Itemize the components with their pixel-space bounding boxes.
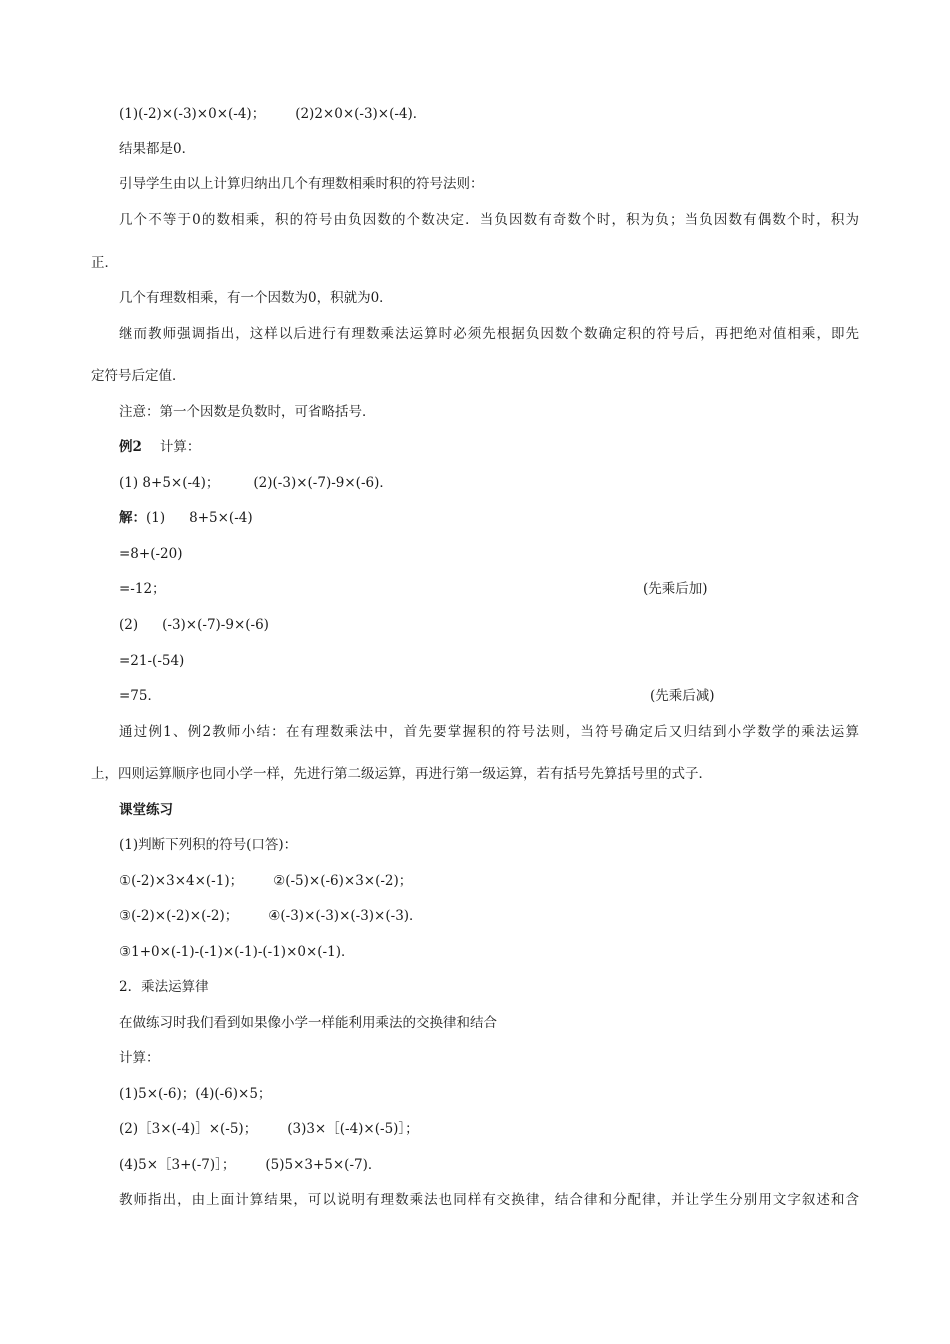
section-2-text: 在做练习时我们看到如果像小学一样能利用乘法的交换律和结合 (119, 1015, 497, 1031)
rule-paragraph-line2: 正． (91, 255, 118, 271)
calc-label: 计算： (119, 1050, 160, 1066)
solution-1-note: (先乘后加) (643, 581, 708, 597)
practice-items-b (119, 906, 423, 926)
section-2-title: 2．乘法运算律 (119, 979, 209, 995)
solution-2-step1: =21-(-54) (119, 653, 185, 669)
solution-1-step2: =-12； (119, 581, 166, 597)
practice-items-a (119, 871, 412, 891)
practice-item-3: ③(-2)×(-2)×(-2)； (119, 908, 239, 924)
guide-line: 引导学生由以上计算归纳出几个有理数相乘时积的符号法则： (119, 176, 484, 192)
solution-1-step1: =8+(-20) (119, 546, 183, 562)
calc-item-3: (3)3×［(-4)×(-5)］； (287, 1121, 419, 1137)
conclusion-paragraph-line1: 教师指出，由上面计算结果，可以说明有理数乘法也同样有交换律，结合律和分配律，并让学生分别用文字叙述和含 (119, 1192, 859, 1208)
zero-rule-line: 几个有理数相乘，有一个因数为0，积就为0． (119, 290, 393, 306)
practice-item-2: ②(-5)×(-6)×3×(-2)； (273, 873, 413, 889)
solution-label: 解： (119, 510, 146, 526)
practice-item-1: ①(-2)×3×4×(-1)； (119, 873, 244, 889)
summary-paragraph-line1: 通过例1、例2教师小结：在有理数乘法中，首先要掌握积的符号法则，当符号确定后又归结到小学数学的乘法运算 (119, 724, 859, 740)
practice-1: (1)判断下列积的符号(口答)： (119, 837, 298, 853)
emphasis-paragraph-line2: 定符号后定值． (91, 368, 186, 384)
example-2-label: 例2 (119, 439, 142, 455)
practice-title: 课堂练习 (119, 802, 173, 818)
example-items-line (119, 104, 426, 124)
solution-1-expression: 8+5×(-4) (189, 510, 253, 526)
solution-2-step2: =75． (119, 688, 161, 704)
solution-1-number: (1) (146, 510, 166, 526)
item-2: (2)2×0×(-3)×(-4)． (295, 106, 427, 122)
example-2-heading (119, 437, 200, 457)
calc-items-3 (119, 1155, 381, 1175)
item-1: (1)(-2)×(-3)×0×(-4)； (119, 106, 266, 122)
solution-1-head (119, 508, 253, 528)
summary-paragraph-line2: 上，四则运算顺序也同小学一样，先进行第二级运算，再进行第一级运算，若有括号先算括号里的式子． (91, 766, 712, 782)
calc-item-4: (4)5×［3+(-7)］； (119, 1157, 236, 1173)
example-2-q1: (1) 8+5×(-4)； (119, 475, 220, 491)
practice-item-4: ④(-3)×(-3)×(-3)×(-3)． (268, 908, 423, 924)
result-line: 结果都是0． (119, 141, 196, 157)
calc-item-2: (2)［3×(-4)］×(-5)； (119, 1121, 258, 1137)
example-2-q2: (2)(-3)×(-7)-9×(-6)． (253, 475, 393, 491)
calc-items-2 (119, 1119, 419, 1139)
example-2-text: 计算： (159, 439, 201, 455)
emphasis-paragraph-line1: 继而教师强调指出，这样以后进行有理数乘法运算时必须先根据负因数个数确定积的符号后，再把绝对值相乘，即先 (119, 326, 859, 342)
solution-2-head (119, 615, 269, 635)
practice-item-5: ③1+0×(-1)-(-1)×(-1)-(-1)×0×(-1)． (119, 944, 355, 960)
calc-item-5: (5)5×3+5×(-7)． (265, 1157, 382, 1173)
solution-2-number: (2) (119, 617, 139, 633)
solution-2-expression: (-3)×(-7)-9×(-6) (162, 617, 269, 633)
calc-items-1: (1)5×(-6)；(4)(-6)×5； (119, 1086, 272, 1102)
solution-2-note: (先乘后减) (650, 688, 715, 704)
rule-paragraph-line1: 几个不等于0的数相乘，积的符号由负因数的个数决定．当负因数有奇数个时，积为负；当负因数有偶数个时，积为 (119, 212, 859, 228)
example-2-questions (119, 473, 393, 493)
note-line: 注意：第一个因数是负数时，可省略括号． (119, 404, 376, 420)
